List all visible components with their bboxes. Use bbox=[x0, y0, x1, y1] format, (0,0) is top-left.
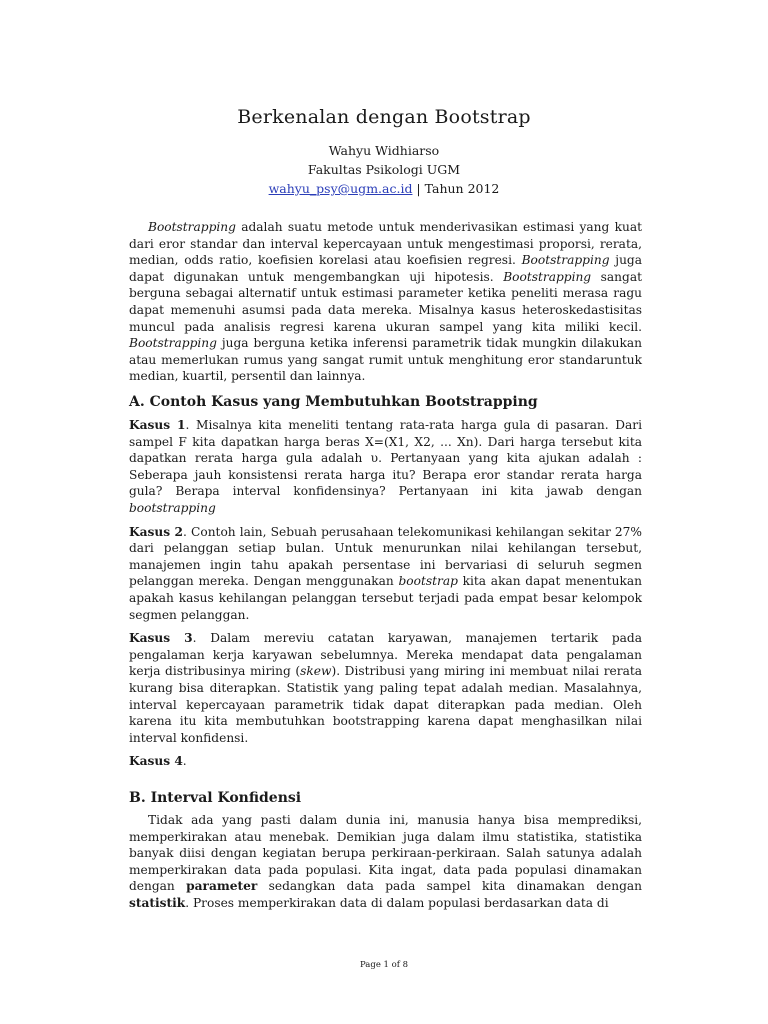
kasus-1-em: bootstrapping bbox=[129, 500, 216, 515]
term-parameter: parameter bbox=[186, 879, 258, 894]
abstract-text-1: adalah suatu metode untuk menderivasikan estimasi yang kuat dari eror standar dan interval kepercayaan untuk mengestimasi proporsi, rerata, median, odds ratio, koefisien korelasi atau koefisien regresi. bbox=[129, 220, 642, 268]
section-b-text-2: sedangkan data pada sampel kita dinamakan dengan bbox=[257, 879, 642, 894]
publication-year: Tahun 2012 bbox=[424, 181, 500, 196]
abstract-em-4: Bootstrapping bbox=[129, 336, 217, 351]
kasus-2-label: Kasus 2 bbox=[129, 524, 184, 539]
kasus-3-text: . Dalam mereviu catatan karyawan, manajemen tertarik pada pengalaman kerja karyawan sebelumnya. Mereka mendapat data pengalaman kerja distribusinya miring ( bbox=[129, 631, 643, 679]
kasus-4-text: . bbox=[182, 754, 187, 769]
section-b-paragraph bbox=[129, 812, 642, 912]
kasus-1-label: Kasus 1 bbox=[129, 418, 186, 432]
term-statistik: statistik bbox=[129, 895, 186, 910]
page-number: Page 1 of 8 bbox=[359, 960, 409, 970]
kasus-1-text: . Misalnya kita meneliti tentang rata-rata harga gula di pasaran. Dari sampel F kita dapatkan harga beras X=(X1, X2, ... Xn). Dari harga tersebut kita dapatkan rerata harga gula adalah υ. Pertanyaan yang kita ajukan adalah : Seberapa jauh konsistensi rerata harga itu? Berapa eror standar rerata harga gula? Berapa interval konfidensinya? Pertanyaan ini kita jawab dengan bbox=[129, 418, 643, 499]
abstract-text-4: juga berguna ketika inferensi parametrik tidak mungkin dilakukan atau memerlukan rumus yang sangat rumit untuk menghitung eror standaruntuk median, kuartil, persentil dan lainnya. bbox=[129, 336, 642, 384]
abstract-em-1: Bootstrapping bbox=[148, 220, 236, 234]
abstract-paragraph bbox=[129, 219, 642, 385]
kasus-2-em: bootstrap bbox=[398, 574, 458, 589]
kasus-3-em: skew bbox=[300, 664, 332, 679]
section-a-heading: A. Contoh Kasus yang Membutuhkan Bootstrapping bbox=[129, 394, 538, 410]
section-a-body bbox=[129, 417, 642, 770]
paper-title: Berkenalan dengan Bootstrap bbox=[237, 106, 531, 128]
abstract-em-3: Bootstrapping bbox=[503, 269, 592, 284]
kasus-2-text: . Contoh lain, Sebuah perusahaan telekomunikasi kehilangan sekitar 27% dari pelanggan setiap bulan. Untuk menurunkan nilai kehilangan tersebut, manajemen ingin tahu apakah persentase ini bervariasi di seluruh segmen pelanggan mereka. Dengan menggunakan bbox=[129, 524, 642, 589]
abstract-text-2: juga dapat digunakan untuk mengembangkan uji hipotesis. bbox=[129, 253, 642, 284]
kasus-3-tail: ). Distribusi yang miring ini membuat nilai rerata kurang bisa diterapkan. Statistik yang paling tepat adalah median. Masalahnya, interval kepercayaan parametrik tidak dapat diterapkan pada median. Oleh karena itu kita membutuhkan bootstrapping karena dapat menghasilkan nilai interval konfidensi. bbox=[129, 664, 642, 745]
abstract-text-3: sangat berguna sebagai alternatif untuk estimasi parameter ketika peneliti merasa ragu dapat memenuhi asumsi pada data mereka. Misalnya kasus heteroskedastisitas muncul pada analisis regresi karena ukuran sampel yang kita miliki kecil. bbox=[129, 269, 642, 334]
kasus-2-paragraph bbox=[129, 524, 642, 624]
section-b-text-1: Tidak ada yang pasti dalam dunia ini, manusia hanya bisa memprediksi, memperkirakan atau menebak. Demikian juga dalam ilmu statistika, statistika banyak diisi dengan kegiatan berupa perkiraan-perkiraan. Salah satunya adalah memperkirakan data pada populasi. Kita ingat, data pada populasi dinamakan dengan bbox=[129, 813, 642, 894]
section-b-body bbox=[129, 812, 642, 912]
kasus-3-paragraph bbox=[129, 630, 642, 746]
kasus-3-label: Kasus 3 bbox=[129, 631, 193, 646]
email-link[interactable]: wahyu_psy@ugm.ac.id bbox=[268, 181, 413, 196]
section-b-text-3: . Proses memperkirakan data di dalam populasi berdasarkan data di bbox=[185, 895, 609, 910]
author-name: Wahyu Widhiarso bbox=[328, 143, 440, 158]
author-affiliation: Fakultas Psikologi UGM bbox=[307, 162, 461, 177]
contact-line bbox=[0, 181, 768, 196]
kasus-1-paragraph bbox=[129, 417, 642, 517]
abstract-em-2: Bootstrapping bbox=[521, 253, 610, 268]
kasus-2-tail: kita akan dapat menentukan apakah kasus kehilangan pelanggan tersebut terjadi pada empat besar kelompok segmen pelanggan. bbox=[129, 574, 643, 622]
contact-separator: | bbox=[412, 181, 425, 196]
kasus-4-paragraph bbox=[129, 753, 642, 770]
kasus-4-label: Kasus 4 bbox=[129, 754, 183, 769]
section-b-heading: B. Interval Konfidensi bbox=[129, 790, 302, 806]
